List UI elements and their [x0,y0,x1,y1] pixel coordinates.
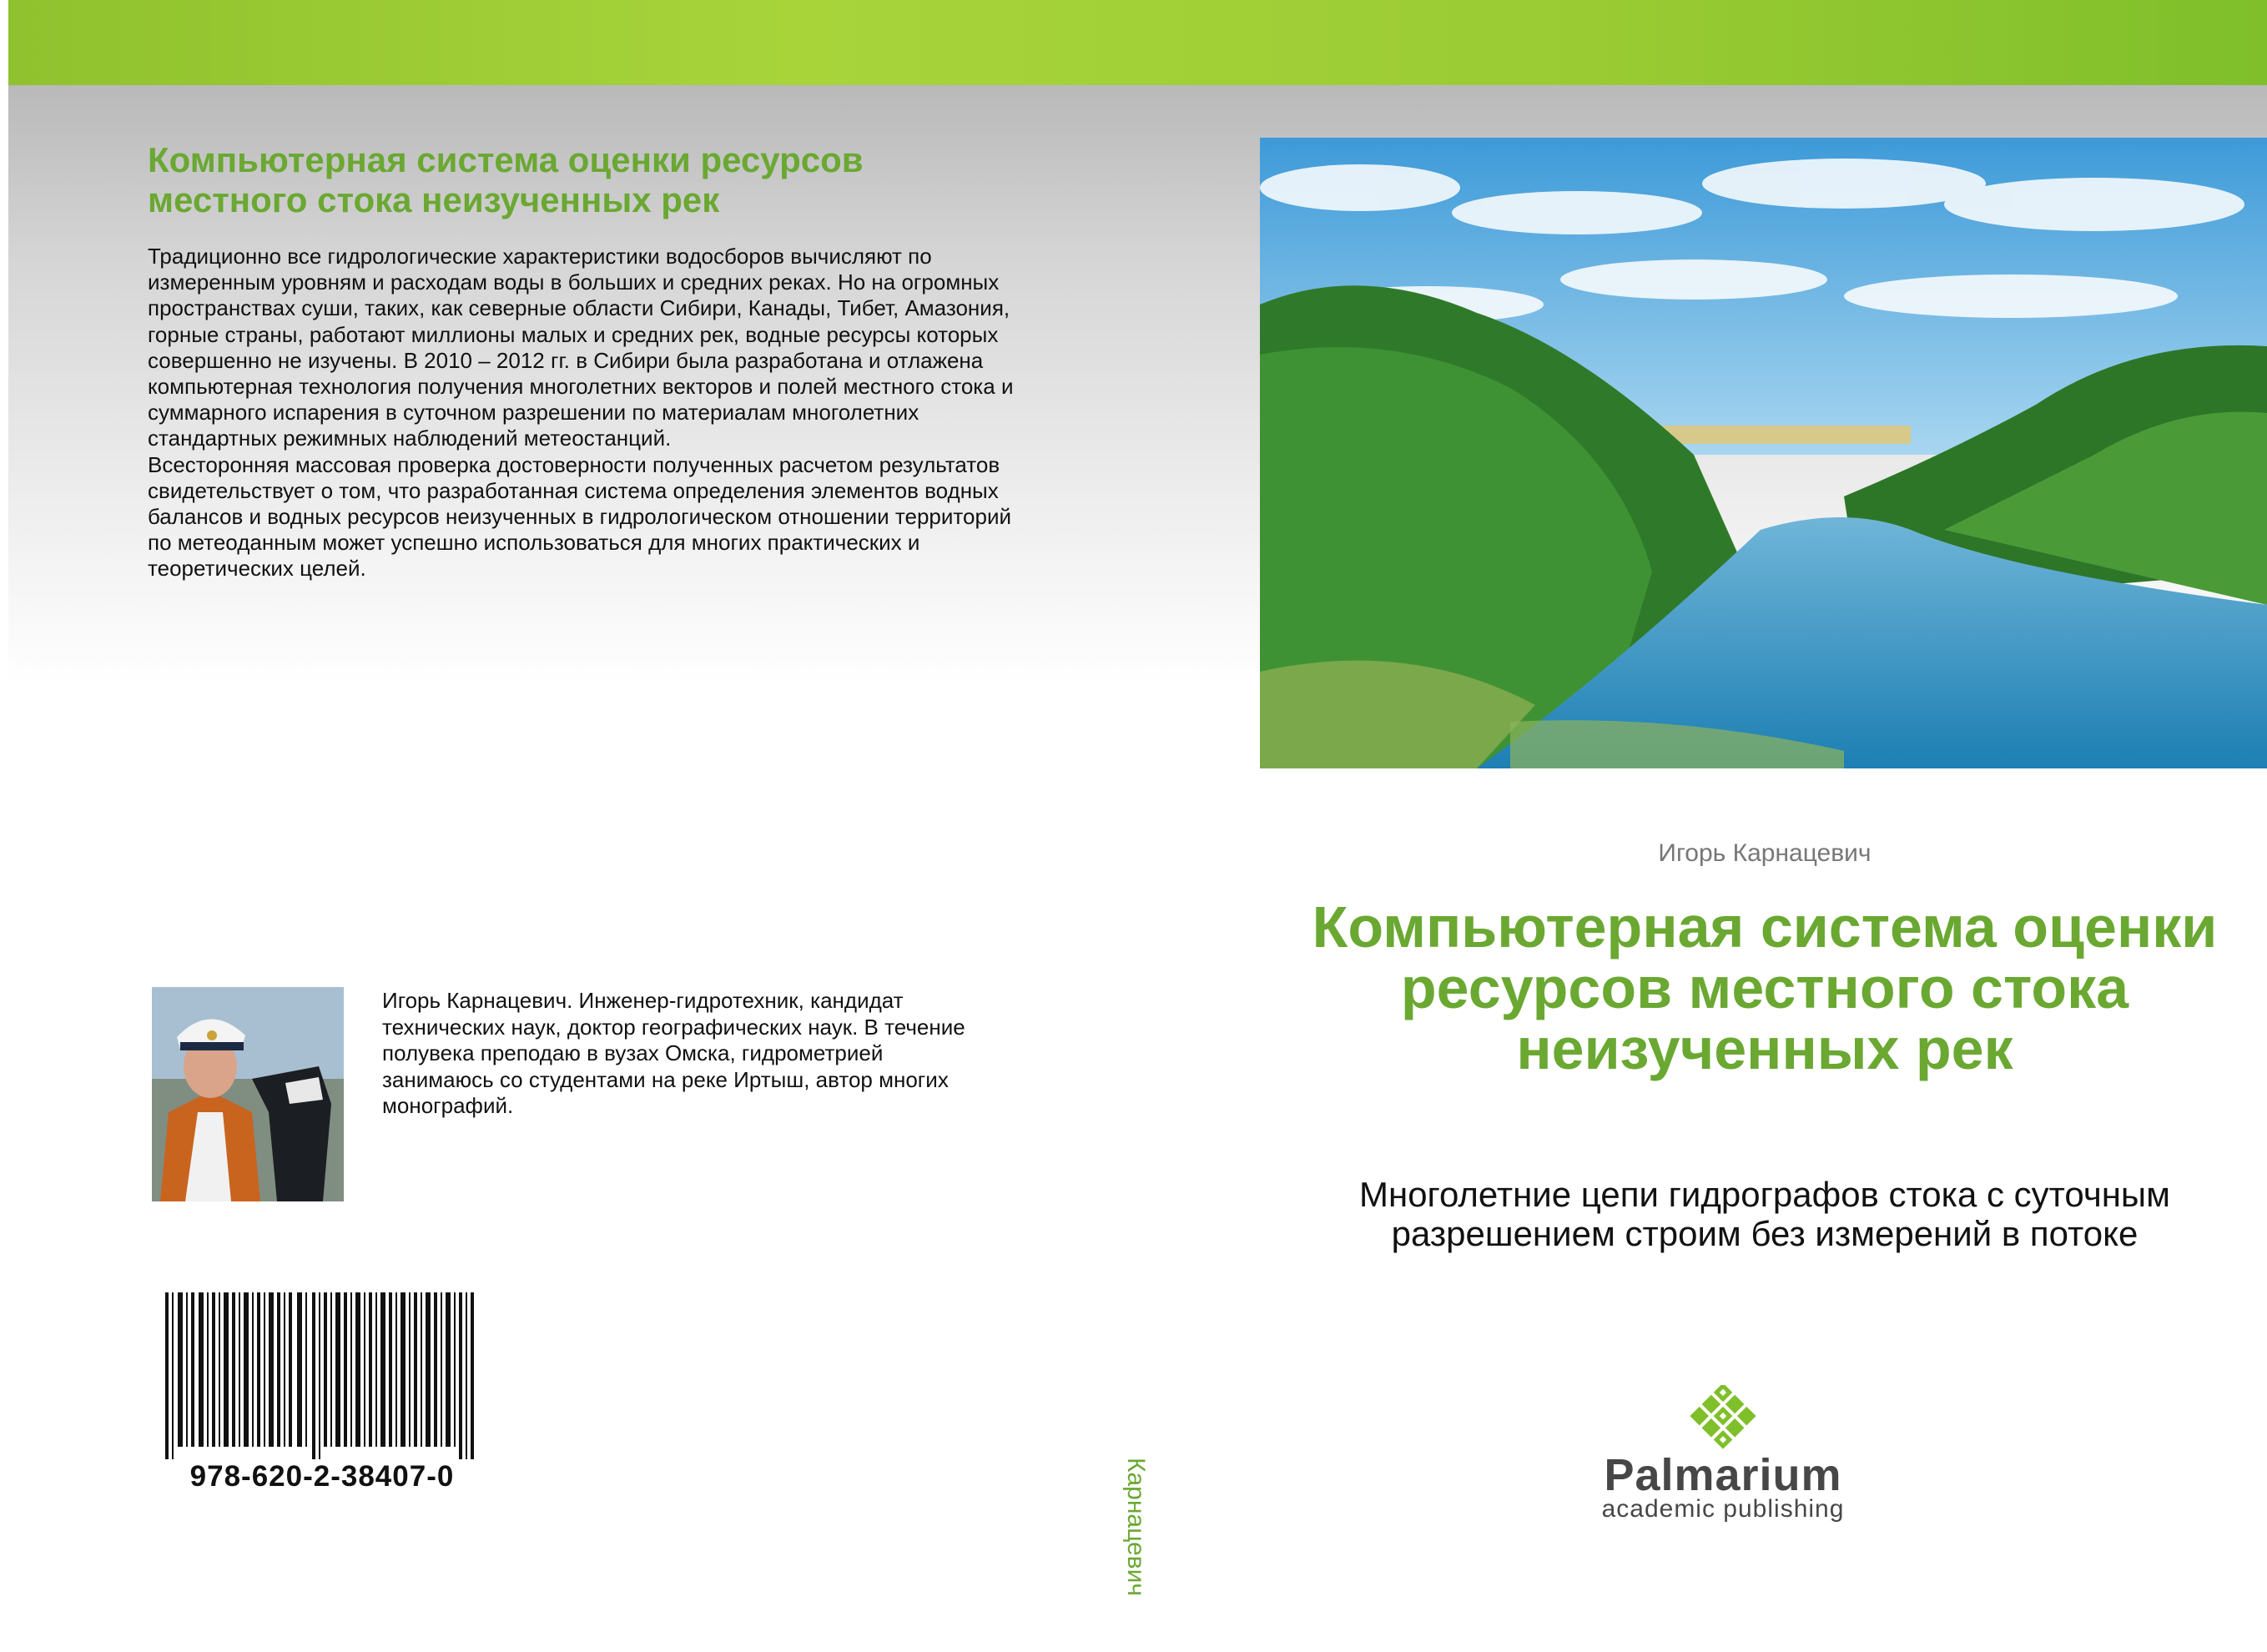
barcode-icon [164,1292,481,1459]
front-cover-subtitle: Многолетние цепи гидрографов стока с суточным разрешением строим без измерений в потоке [1359,1175,2170,1253]
river-landscape-icon [1260,138,2267,768]
isbn-barcode [164,1292,481,1497]
isbn-number: 978-620-2-38407-0 [189,1460,455,1493]
author-portrait-icon [152,987,344,1201]
cover-photo [1260,138,2267,768]
spine-author-name: Карнацевич [1122,1458,1150,1596]
author-bio: Игорь Карнацевич. Инженер-гидротехник, кандидат технических наук, доктор географических наук. В течение полувека преподаю в вузах Омска, гидрометрией занимаюсь со студентами на реке Иртыш, автор многих монографий. [382,988,965,1118]
publisher-name: Palmarium [1604,1450,1842,1500]
top-color-bar [8,0,2267,85]
front-cover-title: Компьютерная система оценки ресурсов местного стока неизученных рек [1312,894,2218,1081]
book-cover [8,0,2267,1625]
back-cover-blurb: Традиционно все гидрологические характеристики водосборов вычисляют по измеренным уровням и расходам воды в больших и средних реках. Но на огромных пространствах суши, таких, как северные области Сибири, Канады, Тибет, Амазония, горные страны, работают миллионы малых и средних рек, водные ресурсы которых совершенно не изучены. В 2010 – 2012 гг. в Сибири была разработана и отлажена компьютерная технология получения многолетних векторов и полей местного стока и суммарного испарения в суточном разрешении по материалам многолетних стандартных режимных наблюдений метеостанций. Всесторонняя массовая проверка достоверности полученных расчетом результатов свидетельствует о том, что разработанная система определения элементов водных балансов и водных ресурсов неизученных в гидрологическом отношении территорий по метеоданным может успешно использоваться для многих практических и теоретических целей. [148,244,1014,582]
back-cover-title: Компьютерная система оценки ресурсов местного стока неизученных рек [148,140,864,219]
publisher-tagline: academic publishing [1601,1495,1845,1523]
front-author-name: Игорь Карнацевич [1658,839,1872,867]
diamond-grid-logo-icon [1585,1385,1861,1452]
author-photo [152,987,344,1201]
publisher-logo [1585,1385,1861,1535]
